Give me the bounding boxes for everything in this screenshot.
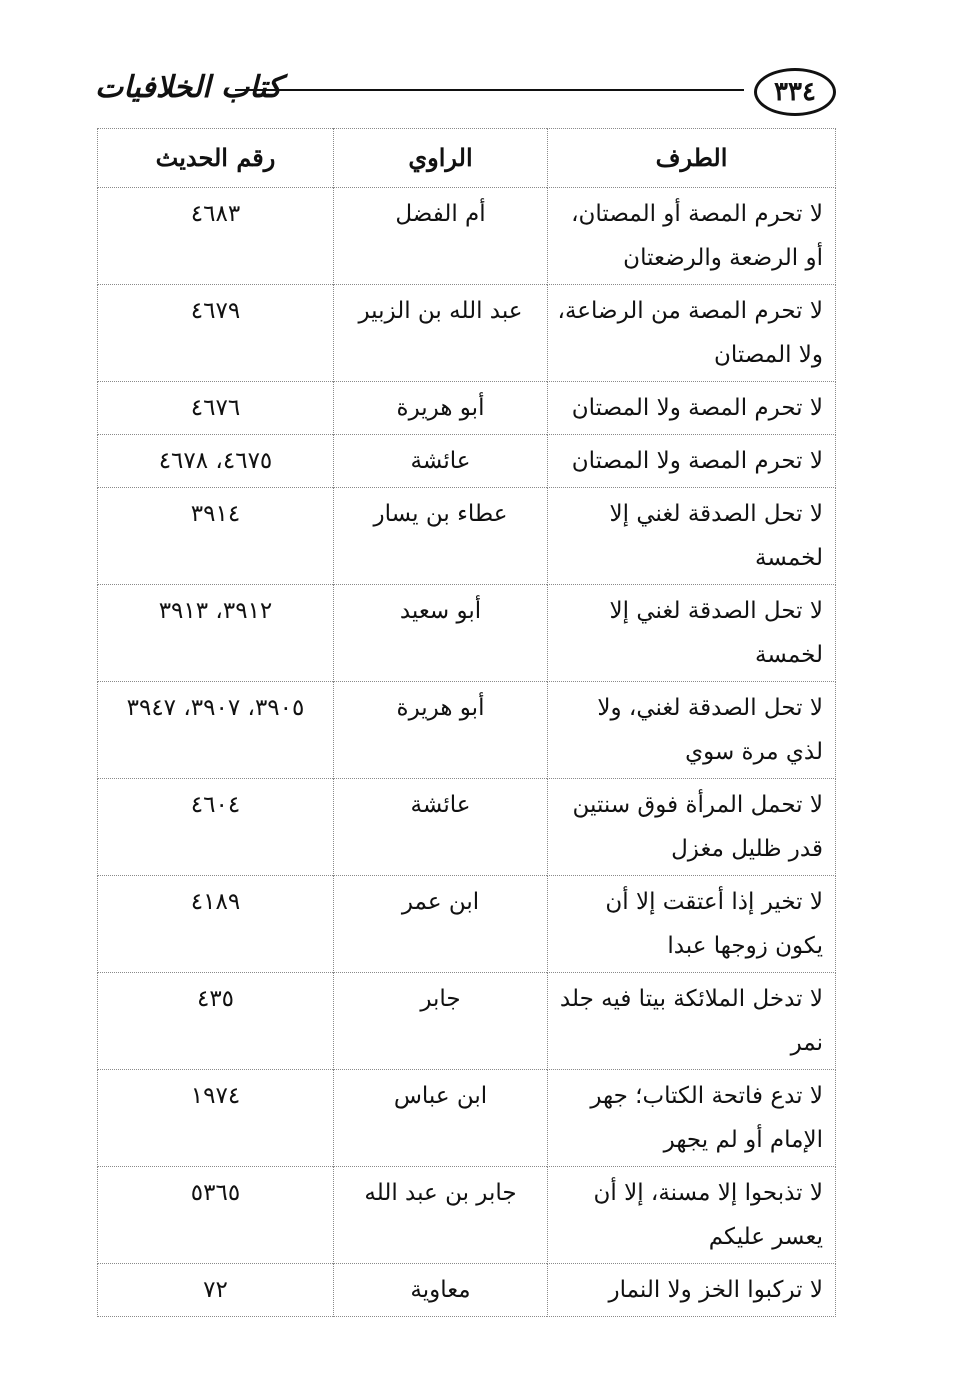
cell-rawi: معاوية	[334, 1264, 548, 1317]
cell-rawi: ابن عمر	[334, 876, 548, 973]
table-row	[98, 188, 836, 285]
table-row	[98, 285, 836, 382]
cell-num: ٣٩١٢، ٣٩١٣	[98, 585, 334, 682]
cell-tarf: لا تحرم المصة ولا المصتان	[548, 382, 836, 435]
header-rawi: الراوي	[334, 129, 548, 188]
table-row	[98, 382, 836, 435]
cell-rawi: عائشة	[334, 435, 548, 488]
table-row	[98, 1167, 836, 1264]
cell-rawi: أبو سعيد	[334, 585, 548, 682]
cell-rawi: أبو هريرة	[334, 382, 548, 435]
cell-num: ٤١٨٩	[98, 876, 334, 973]
cell-tarf: لا تركبوا الخز ولا النمار	[548, 1264, 836, 1317]
cell-num: ٤٦٧٥، ٤٦٧٨	[98, 435, 334, 488]
page-header	[95, 64, 840, 120]
table-row	[98, 779, 836, 876]
cell-rawi: أبو هريرة	[334, 682, 548, 779]
cell-rawi: عبد الله بن الزبير	[334, 285, 548, 382]
cell-num: ٤٦٨٣	[98, 188, 334, 285]
cell-num: ٣٩٠٥، ٣٩٠٧، ٣٩٤٧	[98, 682, 334, 779]
header-divider	[235, 89, 744, 91]
cell-tarf: لا تحرم المصة ولا المصتان	[548, 435, 836, 488]
cell-tarf: لا تحمل المرأة فوق سنتين قدر ظليل مغزل	[548, 779, 836, 876]
cell-tarf: لا تحرم المصة أو المصتان، أو الرضعة والرضعتان	[548, 188, 836, 285]
table-row	[98, 488, 836, 585]
table-row	[98, 435, 836, 488]
hadith-index-table	[97, 128, 836, 1317]
header-num: رقم الحديث	[98, 129, 334, 188]
cell-num: ٧٢	[98, 1264, 334, 1317]
table-row	[98, 973, 836, 1070]
cell-rawi: جابر بن عبد الله	[334, 1167, 548, 1264]
cell-tarf: لا تدخل الملائكة بيتا فيه جلد نمر	[548, 973, 836, 1070]
cell-rawi: جابر	[334, 973, 548, 1070]
cell-num: ٤٣٥	[98, 973, 334, 1070]
cell-num: ٤٦٧٦	[98, 382, 334, 435]
cell-rawi: عطاء بن يسار	[334, 488, 548, 585]
cell-num: ٥٣٦٥	[98, 1167, 334, 1264]
cell-num: ٣٩١٤	[98, 488, 334, 585]
header-tarf: الطرف	[548, 129, 836, 188]
cell-tarf: لا تحل الصدقة لغني، ولا لذي مرة سوي	[548, 682, 836, 779]
cell-num: ٤٦٠٤	[98, 779, 334, 876]
cell-tarf: لا تذبحوا إلا مسنة، إلا أن يعسر عليكم	[548, 1167, 836, 1264]
page-number: ٣٣٤	[754, 68, 836, 116]
cell-tarf: لا تدع فاتحة الكتاب؛ جهر الإمام أو لم يجهر	[548, 1070, 836, 1167]
cell-rawi: عائشة	[334, 779, 548, 876]
cell-num: ١٩٧٤	[98, 1070, 334, 1167]
table-row	[98, 682, 836, 779]
cell-tarf: لا تحل الصدقة لغني إلا لخمسة	[548, 488, 836, 585]
cell-rawi: أم الفضل	[334, 188, 548, 285]
table-row	[98, 585, 836, 682]
cell-num: ٤٦٧٩	[98, 285, 334, 382]
cell-tarf: لا تخير إذا أعتقت إلا أن يكون زوجها عبدا	[548, 876, 836, 973]
table-row	[98, 1070, 836, 1167]
table-row	[98, 1264, 836, 1317]
table-row	[98, 876, 836, 973]
table-header-row	[98, 129, 836, 188]
cell-tarf: لا تحرم المصة من الرضاعة، ولا المصتان	[548, 285, 836, 382]
cell-tarf: لا تحل الصدقة لغني إلا لخمسة	[548, 585, 836, 682]
cell-rawi: ابن عباس	[334, 1070, 548, 1167]
book-title: كتاب الخلافيات	[95, 70, 282, 105]
